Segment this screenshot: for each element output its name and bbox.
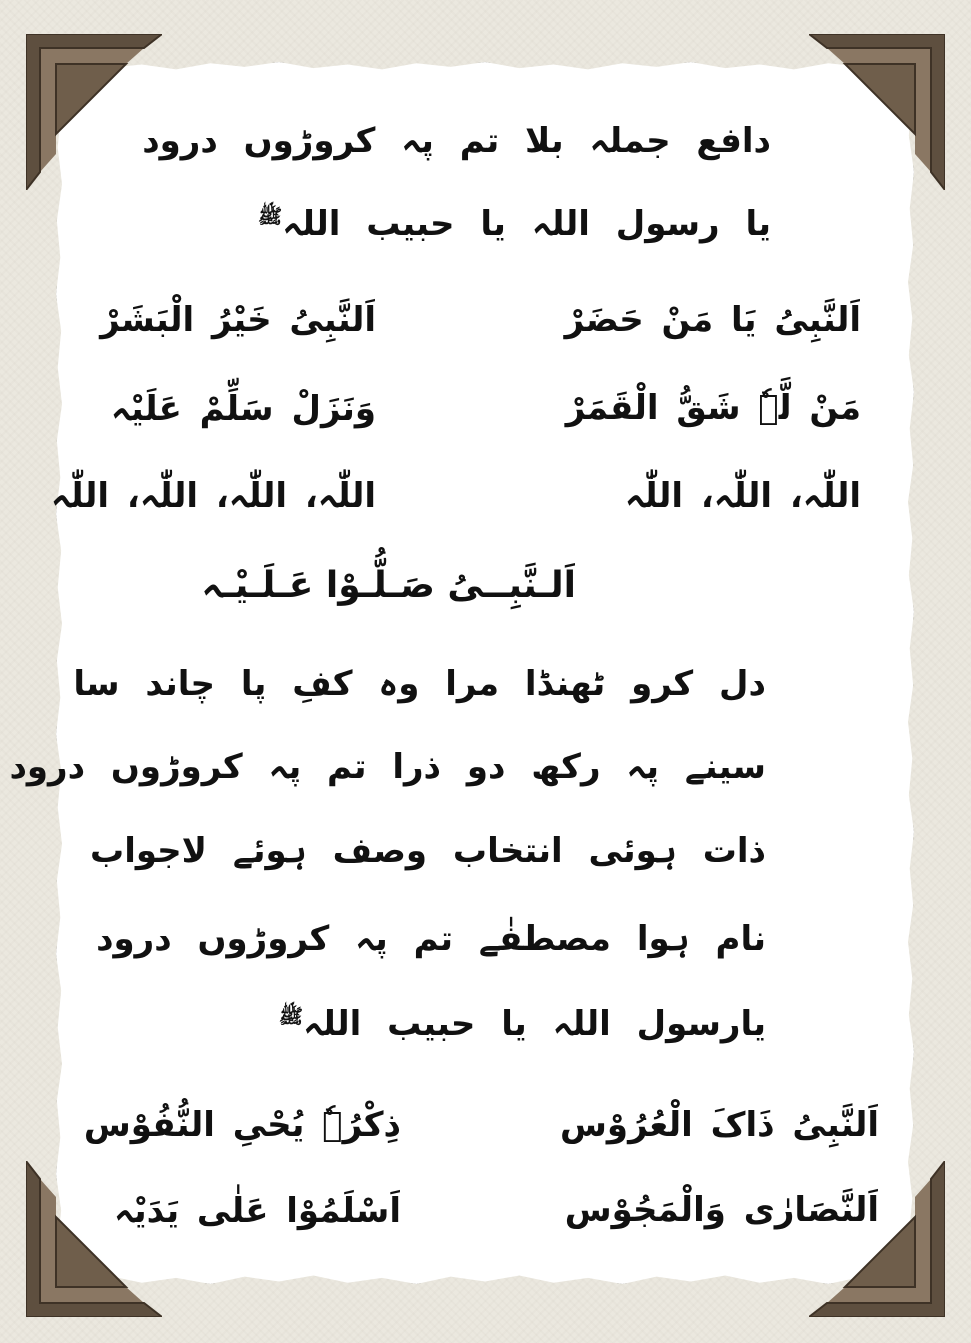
arabic-couplet-3-right: اَلنَّبِیُ ذَاکَ الْعُرُوْس (560, 1105, 879, 1145)
verse-line-5: ذات ہوئی انتخاب وصف ہوئے لاجواب (90, 831, 766, 871)
allah-refrain-right: اللّٰہ، اللّٰہ، اللّٰہ (624, 476, 861, 516)
verse-line-4: سینے پہ رکھ دو ذرا تم پہ کروڑوں درود (9, 747, 766, 787)
verse-line-7 (273, 1003, 766, 1044)
verse-line-2-text: یا رسول اللہ یا حبیب اللہ (282, 204, 771, 244)
corner-ornament-top-right (809, 34, 945, 190)
arabic-couplet-2-right: مَنْ لَّہٗ شَقُّ الْقَمَرْ (565, 388, 861, 428)
verse-line-3: دل کرو ٹھنڈا مرا وہ کفِ پا چاند سا (73, 664, 766, 704)
verse-line-7-text: یارسول اللہ یا حبیب اللہ (303, 1004, 766, 1044)
arabic-couplet-4-left: اَسْلَمُوْا عَلٰی یَدَیْہ (113, 1191, 401, 1231)
salutation-ligature: ﷺ (258, 203, 283, 228)
arabic-couplet-1-left: اَلنَّبِیُ خَیْرُ الْبَشَرْ (100, 300, 376, 340)
allah-refrain-left: اللّٰہ، اللّٰہ، اللّٰہ، اللّٰہ (50, 476, 376, 516)
arabic-couplet-2-left: وَنَزَلْ سَلِّمْ عَلَیْہ (110, 389, 376, 429)
corner-ornament-bottom-right (809, 1161, 945, 1317)
verse-line-1: دافع جملہ بلا تم پہ کروڑوں درود (142, 121, 771, 161)
salawat-refrain: اَلـنَّبِــیُ صَـلُّـوْا عَـلَـیْـہ (201, 565, 576, 606)
arabic-couplet-1-right: اَلنَّبِیُ یَا مَنْ حَضَرْ (564, 300, 861, 340)
verse-line-2 (252, 203, 771, 244)
arabic-couplet-4-right: اَلنَّصَارٰی وَالْمَجُوْس (564, 1190, 879, 1230)
corner-ornament-top-left (26, 34, 162, 190)
arabic-couplet-3-left: ذِکْرُہٗ یُحْیِ النُّفُوْس (83, 1105, 401, 1145)
corner-ornament-bottom-left (26, 1161, 162, 1317)
verse-line-6: نام ہوا مصطفٰے تم پہ کروڑوں درود (96, 919, 766, 959)
salutation-ligature-2: ﷺ (278, 1003, 304, 1028)
